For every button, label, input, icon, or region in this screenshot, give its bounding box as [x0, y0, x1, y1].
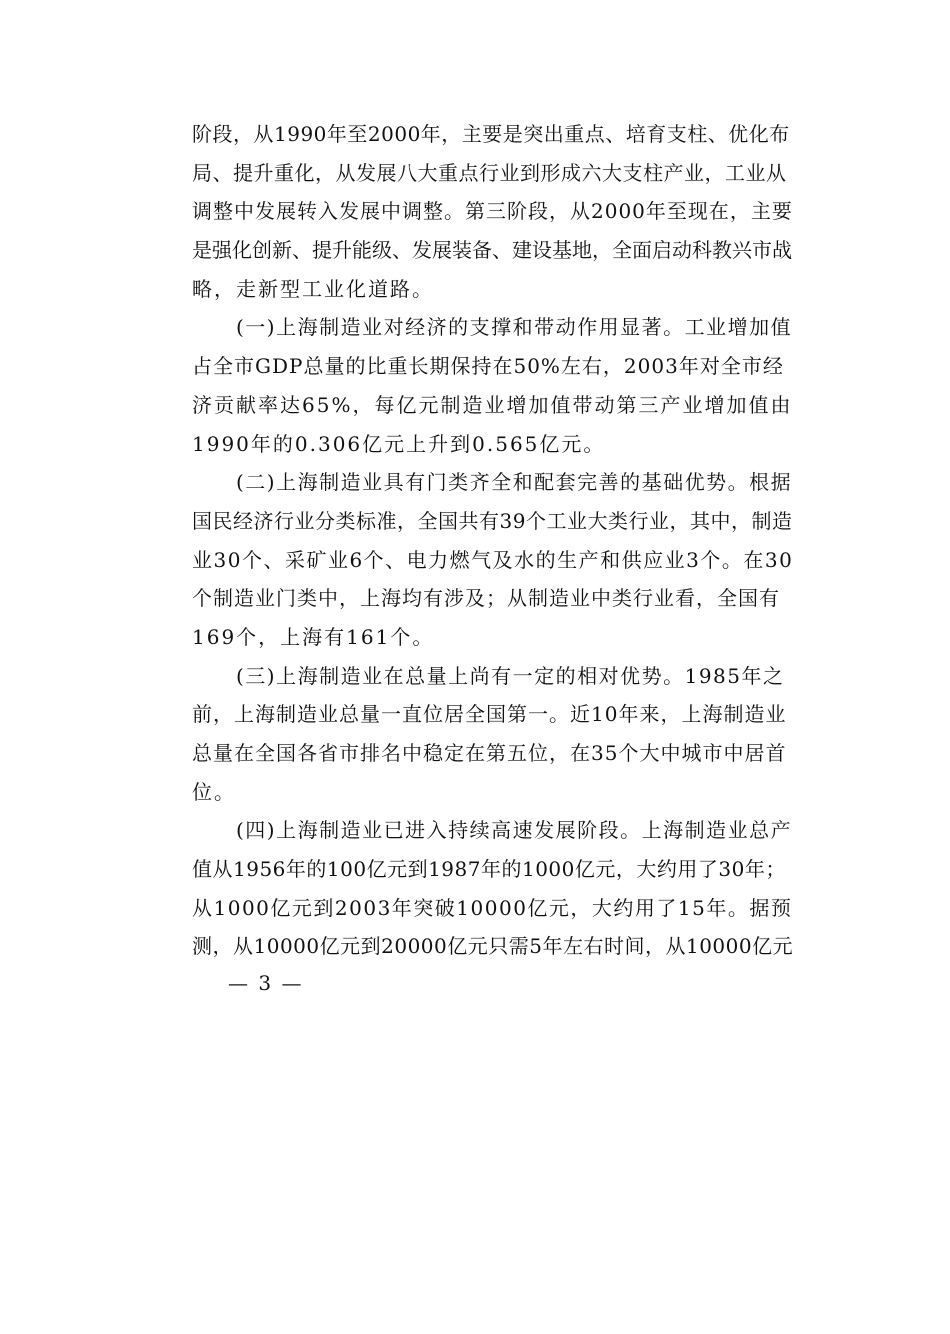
- text-line: 济贡献率达65%，每亿元制造业增加值带动第三产业增加值由: [192, 392, 793, 417]
- paragraph-3: [192, 657, 792, 812]
- text-line: 个制造业门类中，上海均有涉及；从制造业中类行业看，全国有: [192, 586, 780, 611]
- text-line: 国民经济行业分类标准，全国共有39个工业大类行业，其中，制造: [192, 508, 793, 533]
- text-line: 占全市GDP总量的比重长期保持在50%左右，2003年对全市经: [192, 354, 784, 379]
- text-line: 从1000亿元到2003年突破10000亿元，大约用了15年。据预: [192, 895, 793, 920]
- body-text: [192, 115, 792, 966]
- text-line: 位。: [192, 779, 236, 804]
- text-line: 总量在全国各省市排名中稳定在第五位，在35个大中城市中居首: [192, 741, 787, 765]
- paragraph-continuation: [192, 115, 792, 308]
- text-line: 局、提升重化，从发展八大重点行业到形成六大支柱产业，工业从: [192, 160, 787, 185]
- page-number: — 3 —: [228, 971, 304, 995]
- paragraph-2: [192, 463, 792, 656]
- text-line: (二)上海制造业具有门类齐全和配套完善的基础优势。根据: [236, 470, 793, 495]
- text-line: 略，走新型工业化道路。: [192, 276, 434, 301]
- text-line: 值从1956年的100亿元到1987年的1000亿元，大约用了30年；: [192, 857, 786, 882]
- text-line: 测，从10000亿元到20000亿元只需5年左右时间，从10000亿元: [192, 934, 794, 959]
- text-line: 是强化创新、提升能级、发展装备、建设基地，全面启动科教兴市战: [192, 238, 792, 263]
- text-line: 业30个、采矿业6个、电力燃气及水的生产和供应业3个。在30: [192, 547, 794, 572]
- text-line: (三)上海制造业在总量上尚有一定的相对优势。1985年之: [236, 663, 785, 688]
- text-line: (四)上海制造业已进入持续高速发展阶段。上海制造业总产: [236, 818, 793, 843]
- paragraph-1: [192, 308, 792, 463]
- text-line: 前，上海制造业总量一直位居全国第一。近10年来，上海制造业: [192, 702, 787, 727]
- text-line: 阶段，从1990年至2000年，主要是突出重点、培育支柱、优化布: [192, 122, 790, 146]
- text-line: 1990年的0.306亿元上升到0.565亿元。: [192, 431, 606, 456]
- paragraph-4: [192, 811, 792, 966]
- text-line: (一)上海制造业对经济的支撑和带动作用显著。工业增加值: [236, 315, 793, 340]
- text-line: 169个，上海有161个。: [192, 624, 435, 649]
- text-line: 调整中发展转入发展中调整。第三阶段，从2000年至现在，主要: [192, 199, 793, 224]
